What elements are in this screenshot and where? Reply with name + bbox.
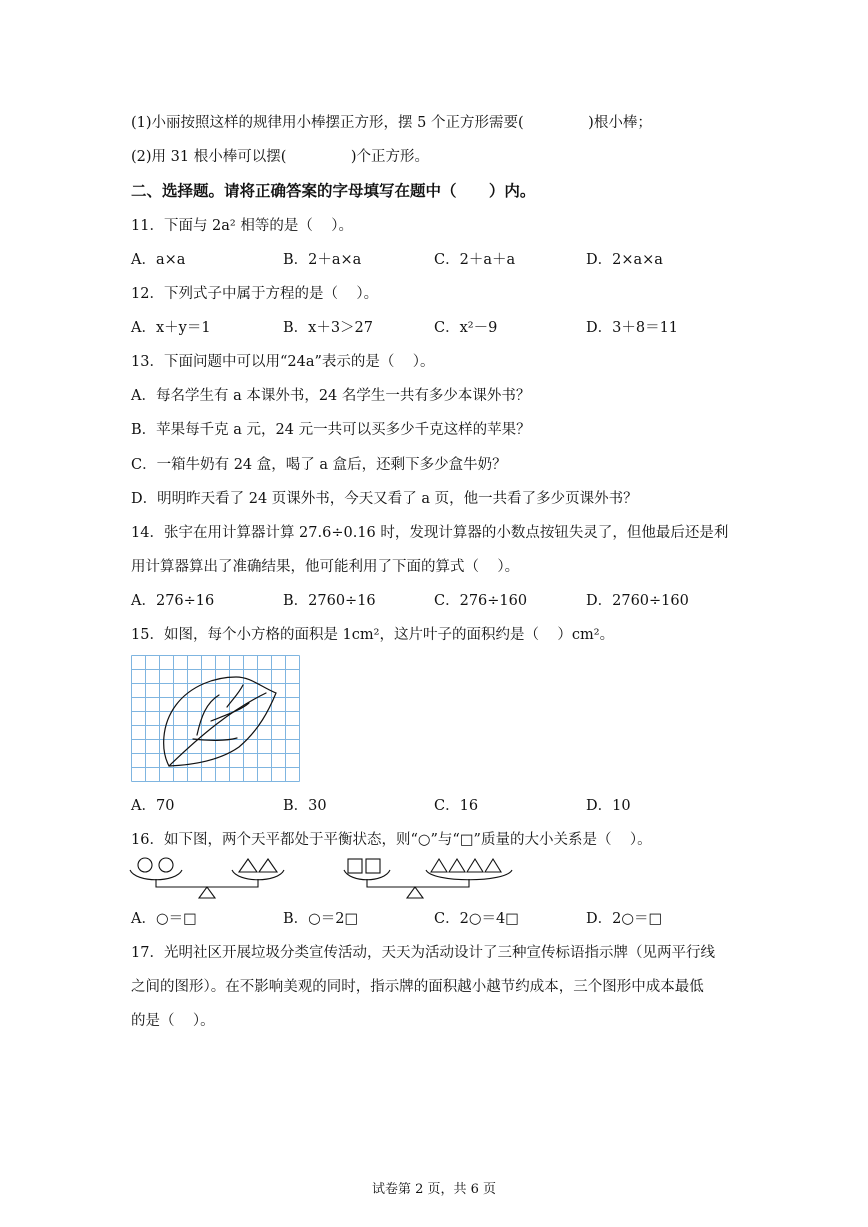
q12-option-b: B．x＋3＞27 — [283, 320, 374, 336]
question-14-line-2: 用计算器算出了准确结果，他可能利用了下面的算式（ ）。 — [131, 559, 520, 575]
q14-option-d: D．2760÷160 — [586, 593, 689, 609]
q14-option-a: A．276÷16 — [131, 593, 215, 609]
q11-option-b: B．2＋a×a — [283, 252, 362, 268]
q15-option-b: B．30 — [283, 798, 327, 814]
question-12: 12．下列式子中属于方程的是（ ）。 — [131, 286, 379, 302]
circle-weight — [159, 858, 173, 872]
triangle-weight — [431, 859, 447, 872]
circle-weight — [138, 858, 152, 872]
question-10-part-1: (1)小丽按照这样的规律用小棒摆正方形，摆 5 个正方形需要( )根小棒； — [131, 115, 652, 131]
q14-option-c: C．276÷160 — [434, 593, 528, 609]
question-15: 15．如图，每个小方格的面积是 1cm²，这片叶子的面积约是（ ）cm²。 — [131, 627, 615, 643]
question-17-line-1: 17．光明社区开展垃圾分类宣传活动，天天为活动设计了三种宣传标语指示牌（见两平行线 — [131, 945, 715, 961]
q12-option-d: D．3＋8＝11 — [586, 320, 679, 336]
balance-scale-2 — [344, 859, 512, 898]
q13-option-c: C．一箱牛奶有 24 盒，喝了 a 盒后，还剩下多少盒牛奶？ — [131, 457, 507, 473]
square-weight — [348, 859, 362, 873]
triangle-weight — [485, 859, 501, 872]
question-17-line-2: 之间的图形）。在不影响美观的同时，指示牌的面积越小越节约成本，三个图形中成本最低 — [131, 979, 704, 995]
q11-option-a: A．a×a — [131, 252, 186, 268]
q16-option-a: A．○＝□ — [131, 911, 197, 927]
question-11: 11．下面与 2a² 相等的是（ ）。 — [131, 218, 354, 234]
square-weight — [366, 859, 380, 873]
leaf-grid-figure — [131, 655, 301, 783]
balance-scales-figure — [128, 855, 518, 900]
q11-option-d: D．2×a×a — [586, 252, 663, 268]
question-17-line-3: 的是（ ）。 — [131, 1013, 215, 1029]
q16-option-d: D．2○＝□ — [586, 911, 663, 927]
question-10-part-2: (2)用 31 根小棒可以摆( )个正方形。 — [131, 149, 430, 165]
q11-option-c: C．2＋a＋a — [434, 252, 516, 268]
question-16: 16．如下图，两个天平都处于平衡状态，则“○”与“□”质量的大小关系是（ ）。 — [131, 832, 652, 848]
q12-option-a: A．x＋y＝1 — [131, 320, 211, 336]
q15-option-c: C．16 — [434, 798, 479, 814]
q13-option-a: A．每名学生有 a 本课外书，24 名学生一共有多少本课外书？ — [131, 388, 531, 404]
triangle-weight — [259, 859, 277, 872]
q16-option-c: C．2○＝4□ — [434, 911, 519, 927]
q15-option-d: D．10 — [586, 798, 631, 814]
balance-scale-1 — [130, 858, 284, 898]
q16-option-b: B．○＝2□ — [283, 911, 359, 927]
leaf-midrib — [169, 693, 266, 766]
q12-option-c: C．x²－9 — [434, 320, 498, 336]
q13-option-d: D．明明昨天看了 24 页课外书，今天又看了 a 页，他一共看了多少页课外书？ — [131, 491, 638, 507]
triangle-weight — [467, 859, 483, 872]
question-13: 13．下面问题中可以用“24a”表示的是（ ）。 — [131, 354, 435, 370]
page-footer: 试卷第 2 页，共 6 页 — [371, 1182, 497, 1197]
question-14-line-1: 14．张宇在用计算器计算 27.6÷0.16 时，发现计算器的小数点按钮失灵了，但他最后还是利 — [131, 525, 729, 541]
triangle-weight — [449, 859, 465, 872]
triangle-weight — [239, 859, 257, 872]
q15-option-a: A．70 — [131, 798, 175, 814]
section-heading-choice: 二、选择题。请将正确答案的字母填写在题中（ ）内。 — [131, 182, 536, 200]
q14-option-b: B．2760÷16 — [283, 593, 376, 609]
q13-option-b: B．苹果每千克 a 元，24 元一共可以买多少千克这样的苹果？ — [131, 422, 531, 438]
